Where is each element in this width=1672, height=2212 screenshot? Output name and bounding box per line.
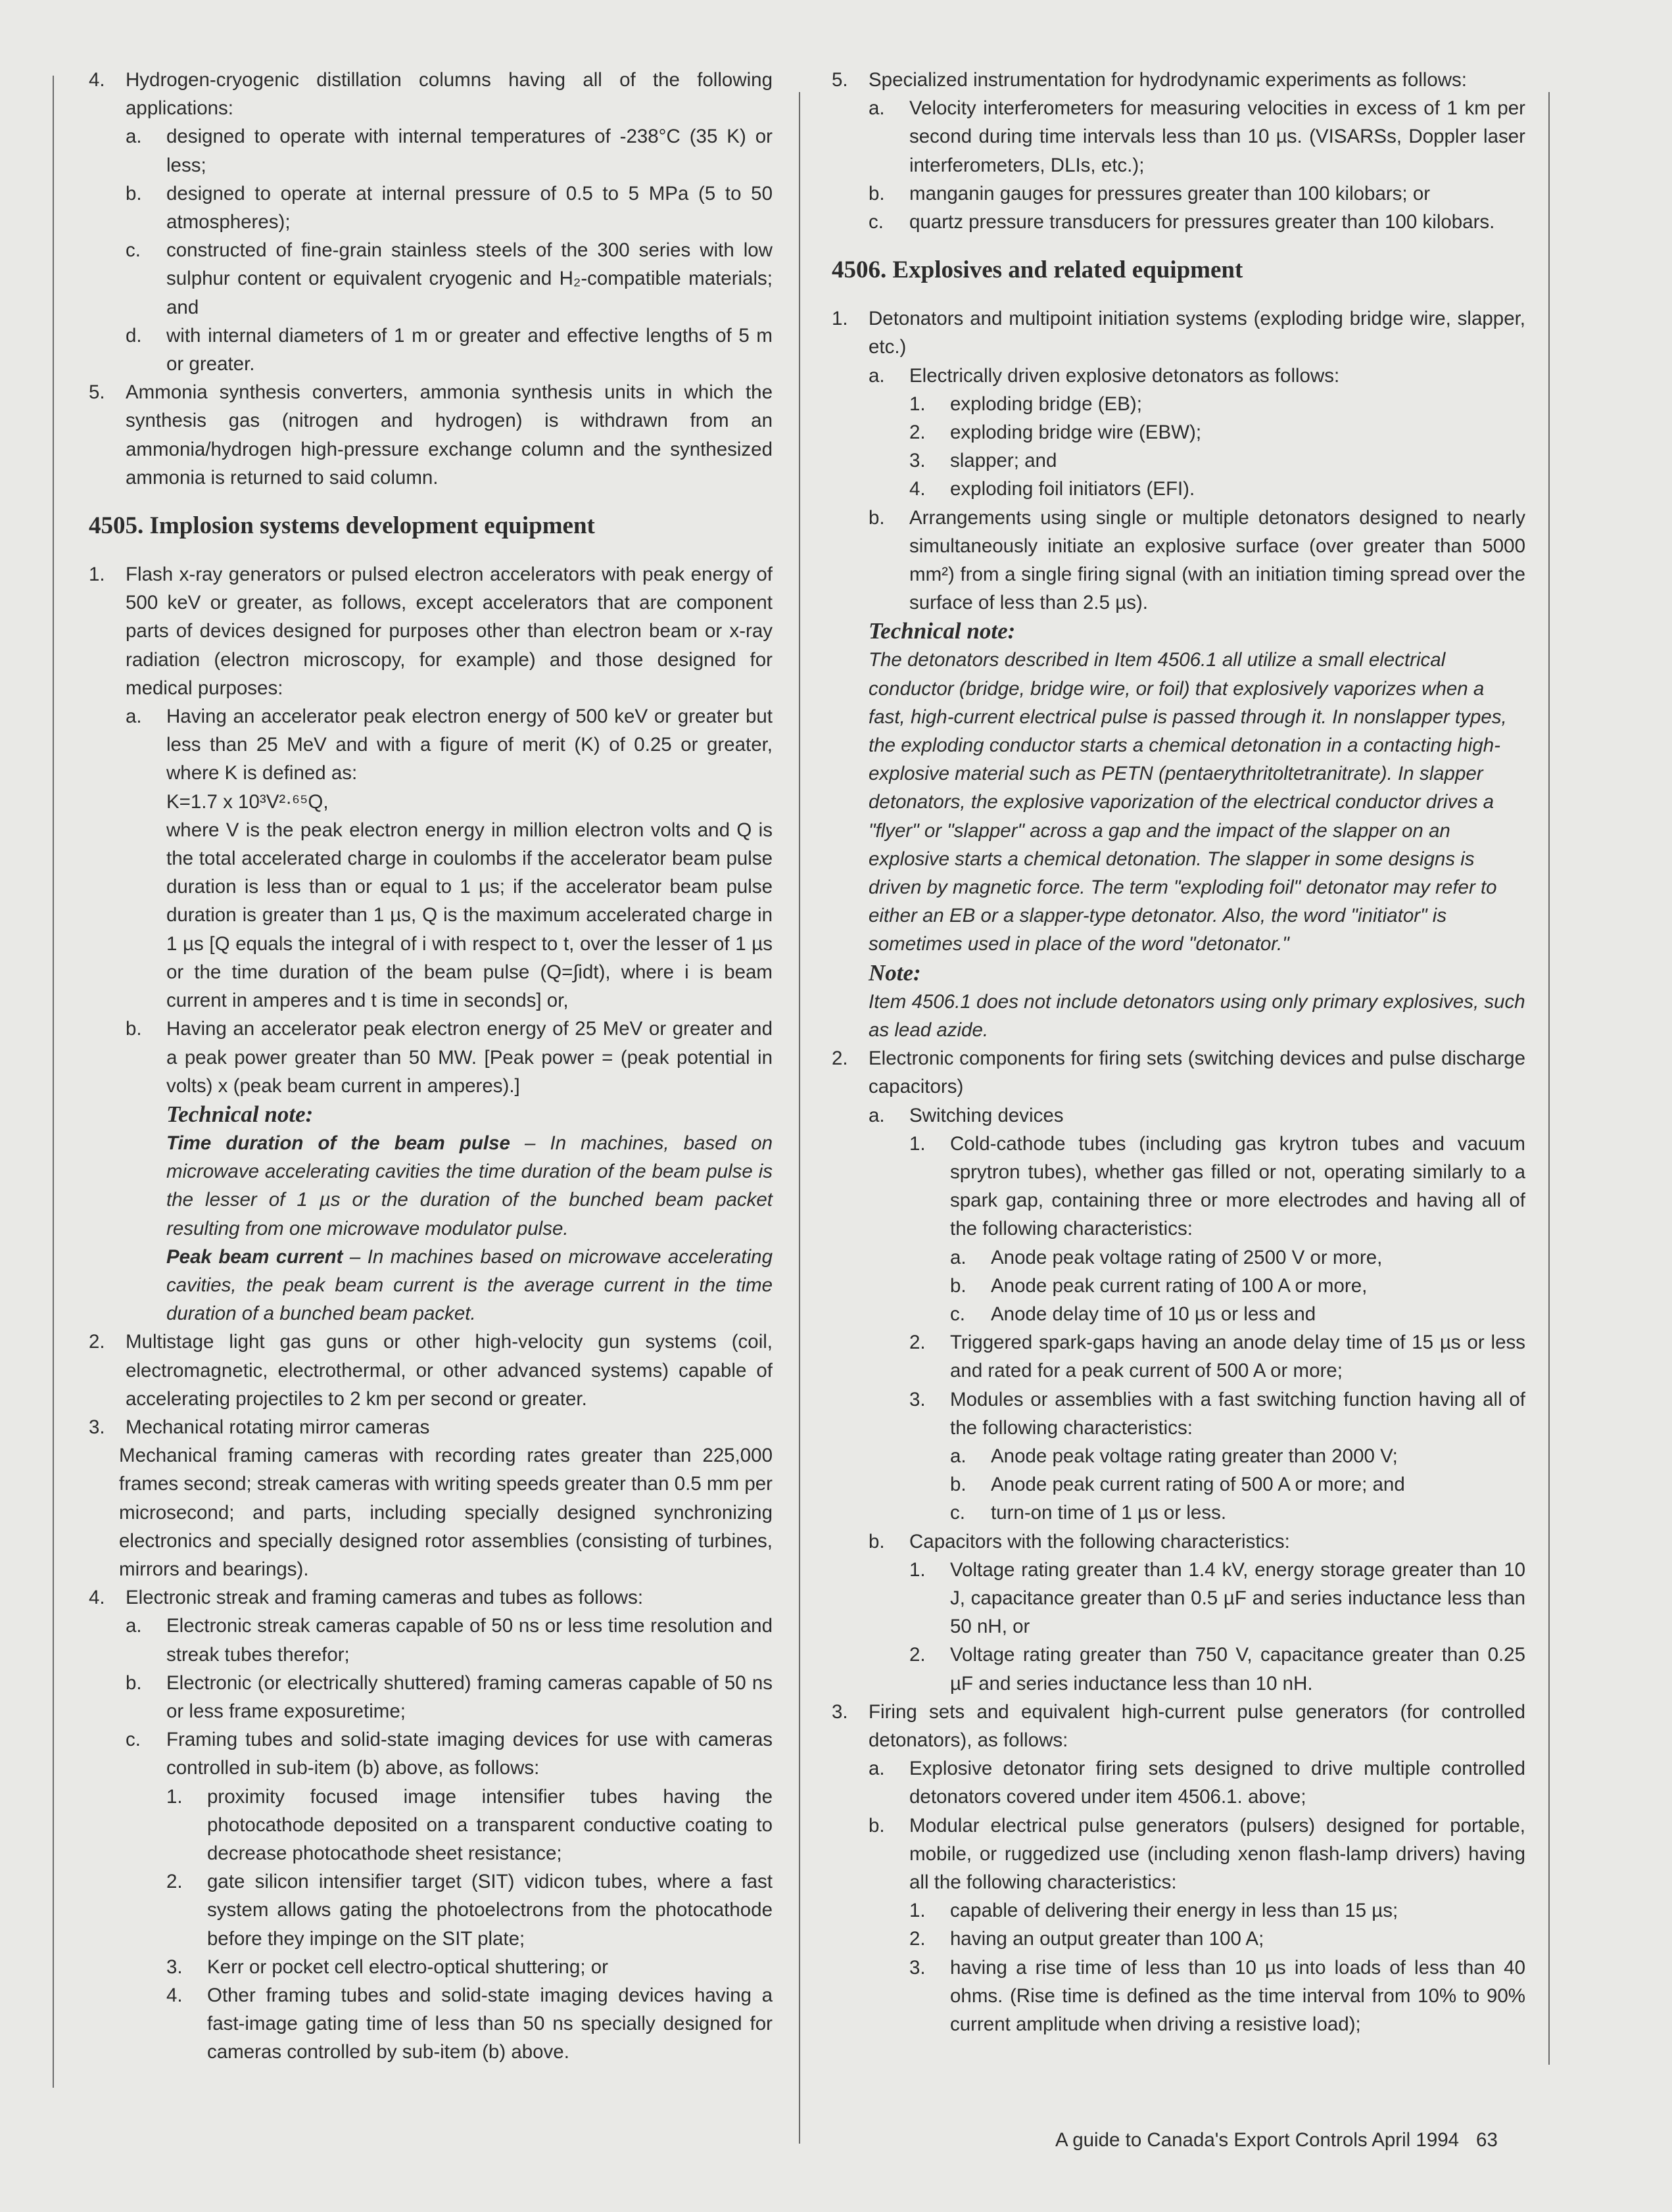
- list-item: [825, 66, 1525, 94]
- item-number: c.: [869, 211, 884, 233]
- item-number: b.: [126, 182, 142, 204]
- list-item: [909, 390, 1525, 418]
- paragraph: where V is the peak electron energy in million electron volts and Q is the total accelerated charge in coulombs if the accelerator beam pulse duration is less than or equal to 1 µs; if the accelerator beam pulse duration is greater than 1 µs, Q is the maximum accelerated charge in 1 µs [Q equals the integral of i with respect to t, over the lesser of 1 µs or the time duration of the beam pulse (Q=∫idt), where i is beam current in amperes and t is time in seconds] or,: [166, 819, 773, 1012]
- technical-note-paragraph: [166, 1129, 773, 1243]
- item-number: a.: [869, 1758, 885, 1780]
- item-number: a.: [126, 126, 142, 148]
- item-text: Specialized instrumentation for hydrodynamic experiments as follows:: [869, 69, 1468, 91]
- list-item: [869, 1101, 1525, 1130]
- item-number: 2.: [909, 1644, 926, 1666]
- item-text: constructed of fine-grain stainless steels of the 300 series with low sulphur content or equivalent cryogenic and H₂-compatible materials; and: [166, 239, 773, 318]
- item-number: b.: [126, 1671, 142, 1694]
- item-text: slapper; and: [950, 450, 1057, 472]
- list-item: [126, 1669, 773, 1725]
- list-item: [166, 1867, 773, 1953]
- item-number: a.: [869, 1104, 885, 1126]
- item-number: b.: [126, 1018, 142, 1040]
- page-number: 63: [1476, 2129, 1498, 2151]
- item-number: 3.: [909, 1956, 926, 1979]
- note-heading: Note:: [869, 959, 921, 986]
- item-number: d.: [126, 324, 142, 347]
- item-text: Having an accelerator peak electron energy of 500 keV or greater but less than 25 MeV and with a figure of merit (K) of 0.25 or greater, where K is defined as:: [166, 706, 773, 784]
- definition: – In machines, based on microwave accelerating cavities the time duration of the beam pulse is the lesser of 1 µs or the duration of the bunched beam packet resulting from one microwave modulator pulse.: [166, 1132, 773, 1239]
- item-number: 1.: [909, 1558, 926, 1581]
- left-margin-rule: [53, 76, 54, 2088]
- item-text: gate silicon intensifier target (SIT) vidicon tubes, where a fast system allows gating the photoelectrons from the photocathode before they impinge on the SIT plate;: [207, 1871, 773, 1950]
- item-text: Anode peak current rating of 100 A or more,: [991, 1274, 1368, 1297]
- item-text: Other framing tubes and solid-state imaging devices having a fast-image gating time of less than 50 ns specially designed for cameras controlled by sub-item (b) above.: [207, 1984, 773, 2063]
- list-item: [166, 1953, 773, 1981]
- item-number: 4.: [89, 1587, 105, 1609]
- item-number: b.: [869, 182, 885, 204]
- item-number: b.: [950, 1274, 967, 1297]
- item-number: 5.: [832, 69, 848, 91]
- list-item: [950, 1243, 1525, 1272]
- item-number: 1.: [909, 1132, 926, 1155]
- item-number: 2.: [832, 1047, 848, 1070]
- technical-note-heading: Technical note:: [869, 618, 1016, 644]
- list-item: [126, 122, 773, 179]
- list-item: [82, 1328, 773, 1413]
- item-number: 4.: [166, 1984, 183, 2006]
- list-item: [909, 1896, 1525, 1925]
- item-text: Anode peak current rating of 500 A or more; and: [991, 1474, 1405, 1496]
- list-item: [869, 362, 1525, 390]
- item-text: Flash x-ray generators or pulsed electron accelerators with peak energy of 500 keV or greater, as follows, except accelerators that are component parts of devices designed for purposes other than electron beam or x-ray radiation (electron microscopy, for example) and those designed for medical purposes:: [126, 564, 773, 699]
- item-text: Anode peak voltage rating of 2500 V or more,: [991, 1246, 1383, 1268]
- list-item: [869, 504, 1525, 617]
- list-item: [166, 1981, 773, 2067]
- item-text: Triggered spark-gaps having an anode delay time of 15 µs or less and rated for a peak current of 500 A or more;: [950, 1332, 1525, 1382]
- item-number: a.: [869, 364, 885, 387]
- item-text: Voltage rating greater than 1.4 kV, energy storage greater than 10 J, capacitance greater than 0.5 µF and series inductance less than 50 nH, or: [950, 1558, 1525, 1638]
- list-item: [950, 1499, 1525, 1527]
- item-number: 1.: [909, 393, 926, 415]
- term: Peak beam current: [166, 1245, 343, 1268]
- item-text: designed to operate with internal temperatures of -238°C (35 K) or less;: [166, 126, 773, 176]
- item-text: exploding bridge wire (EBW);: [950, 421, 1202, 444]
- item-text: Hydrogen-cryogenic distillation columns having all of the following applications:: [126, 69, 773, 120]
- footer-text: A guide to Canada's Export Controls April 1994: [1055, 2129, 1460, 2151]
- right-margin-rule: [1548, 92, 1550, 2065]
- item-number: 1.: [832, 308, 848, 330]
- list-item: [126, 180, 773, 236]
- list-item: [825, 1698, 1525, 1754]
- list-item: [909, 446, 1525, 475]
- item-number: 2.: [166, 1871, 183, 1893]
- right-column: [825, 66, 1525, 2038]
- item-number: a.: [950, 1445, 967, 1467]
- item-text: Ammonia synthesis converters, ammonia synthesis units in which the synthesis gas (nitrogen and hydrogen) is withdrawn from an ammonia/hydrogen high-pressure exchange column and the synthesized ammonia is returned to said column.: [126, 381, 773, 489]
- left-column: [82, 66, 773, 2067]
- item-number: 2.: [909, 1332, 926, 1354]
- item-number: c.: [126, 1729, 141, 1751]
- list-item: [909, 1954, 1525, 2039]
- list-item: [909, 1641, 1525, 1697]
- item-number: 3.: [89, 1416, 105, 1438]
- list-item: [909, 1130, 1525, 1243]
- list-item: [825, 304, 1525, 361]
- list-item: [909, 1385, 1525, 1442]
- item-text: Mechanical rotating mirror cameras: [126, 1416, 430, 1438]
- section-heading-4505: 4505. Implosion systems development equipment: [89, 512, 595, 540]
- item-number: a.: [126, 706, 142, 728]
- item-text: exploding bridge (EB);: [950, 393, 1142, 415]
- list-item: [869, 1812, 1525, 1897]
- item-number: b.: [950, 1474, 967, 1496]
- item-text: Framing tubes and solid-state imaging devices for use with cameras controlled in sub-item (b) above, as follows:: [166, 1729, 773, 1779]
- item-text: having a rise time of less than 10 µs into loads of less than 40 ohms. (Rise time is defined as the time interval from 10% to 90% current amplitude when driving a resistive load);: [950, 1956, 1525, 2035]
- item-number: 3.: [832, 1700, 848, 1723]
- item-number: a.: [950, 1246, 967, 1268]
- item-text: Detonators and multipoint initiation systems (exploding bridge wire, slapper, etc.): [869, 308, 1525, 358]
- item-text: Electronic components for firing sets (switching devices and pulse discharge capacitors): [869, 1047, 1525, 1098]
- note-paragraph: Item 4506.1 does not include detonators using only primary explosives, such as lead azide.: [869, 990, 1525, 1041]
- list-item: [126, 702, 773, 788]
- list-item: [869, 208, 1525, 236]
- list-item: [950, 1442, 1525, 1470]
- item-number: 2.: [909, 1928, 926, 1950]
- list-item: [126, 236, 773, 322]
- term: Time duration of the beam pulse: [166, 1132, 510, 1154]
- item-text: with internal diameters of 1 m or greater and effective lengths of 5 m or greater.: [166, 324, 773, 375]
- section-heading-4506: 4506. Explosives and related equipment: [832, 256, 1243, 284]
- item-number: b.: [869, 1530, 885, 1552]
- item-number: b.: [869, 1814, 885, 1837]
- item-text: designed to operate at internal pressure of 0.5 to 5 MPa (5 to 50 atmospheres);: [166, 182, 773, 233]
- item-text: Explosive detonator firing sets designed to drive multiple controlled detonators covered under item 4506.1. above;: [909, 1758, 1525, 1808]
- item-text: Switching devices: [909, 1104, 1064, 1126]
- list-item: [166, 1783, 773, 1868]
- item-text: Electronic streak and framing cameras and tubes as follows:: [126, 1587, 644, 1609]
- item-number: 2.: [909, 421, 926, 444]
- item-text: Electrically driven explosive detonators as follows:: [909, 364, 1340, 387]
- page-footer: [1055, 2129, 1529, 2152]
- list-item: [126, 1725, 773, 1782]
- list-item: [825, 1044, 1525, 1101]
- item-text: Anode peak voltage rating greater than 2000 V;: [991, 1445, 1398, 1467]
- list-item: [909, 1328, 1525, 1385]
- list-item: [82, 378, 773, 492]
- item-number: 5.: [89, 381, 105, 404]
- item-text: manganin gauges for pressures greater than 100 kilobars; or: [909, 182, 1431, 204]
- list-item: [909, 475, 1525, 503]
- list-item: [950, 1300, 1525, 1328]
- item-number: 3.: [166, 1956, 183, 1978]
- item-text: Electronic (or electrically shuttered) framing cameras capable of 50 ns or less frame exposuretime;: [166, 1671, 773, 1722]
- item-text: Voltage rating greater than 750 V, capacitance greater than 0.25 µF and series inductance less than 10 nH.: [950, 1644, 1525, 1695]
- item-text: Anode delay time of 10 µs or less and: [991, 1303, 1316, 1325]
- item-text: Velocity interferometers for measuring velocities in excess of 1 km per second during time intervals less than 10 µs. (VISARSs, Doppler laser interferometers, DLIs, etc.);: [909, 97, 1525, 176]
- list-item: [82, 560, 773, 702]
- item-text: Firing sets and equivalent high-current pulse generators (for controlled detonators), as follows:: [869, 1700, 1525, 1751]
- item-number: 1.: [909, 1900, 926, 1922]
- item-number: 1.: [89, 564, 105, 586]
- item-text: capable of delivering their energy in less than 15 µs;: [950, 1900, 1398, 1922]
- list-item: [950, 1470, 1525, 1499]
- list-item: [909, 1925, 1525, 1953]
- item-text: turn-on time of 1 µs or less.: [991, 1502, 1227, 1524]
- item-text: Cold-cathode tubes (including gas krytron tubes and vacuum sprytron tubes), whether gas filled or not, operating similarly to a spark gap, containing three or more electrodes and having all of the following characteristics:: [950, 1132, 1525, 1240]
- list-item: [909, 418, 1525, 446]
- list-item: [82, 66, 773, 122]
- item-number: b.: [869, 506, 885, 529]
- center-column-rule: [799, 92, 800, 2144]
- item-number: c.: [126, 239, 141, 262]
- item-number: 3.: [909, 450, 926, 472]
- item-text: Capacitors with the following characteristics:: [909, 1530, 1290, 1552]
- list-item: [82, 1413, 773, 1441]
- list-item: [869, 1754, 1525, 1811]
- item-text: proximity focused image intensifier tubes having the photocathode deposited on a transparent conductive coating to decrease photocathode sheet resistance;: [207, 1785, 773, 1864]
- list-item: [82, 1583, 773, 1612]
- item-text: Modules or assemblies with a fast switching function having all of the following characteristics:: [950, 1388, 1525, 1439]
- item-text: having an output greater than 100 A;: [950, 1928, 1264, 1950]
- definition: – In machines based on microwave accelerating cavities, the peak beam current is the average current in the time duration of a bunched beam packet.: [166, 1245, 773, 1325]
- list-item: [869, 180, 1525, 208]
- item-text: Kerr or pocket cell electro-optical shuttering; or: [207, 1956, 608, 1978]
- list-item: [869, 94, 1525, 180]
- item-text: quartz pressure transducers for pressures greater than 100 kilobars.: [909, 211, 1495, 233]
- item-number: a.: [126, 1615, 142, 1637]
- list-item: [126, 1015, 773, 1100]
- item-number: a.: [869, 97, 885, 120]
- item-text: Arrangements using single or multiple detonators designed to nearly simultaneously initiate an explosive surface (over greater than 5000 mm²) from a single firing signal (with an initiation timing spread over the surface of less than 2.5 µs).: [909, 506, 1525, 614]
- item-number: 4.: [909, 478, 926, 500]
- list-item: [126, 322, 773, 378]
- item-number: 1.: [166, 1785, 183, 1808]
- item-text: Electronic streak cameras capable of 50 ns or less time resolution and streak tubes therefor;: [166, 1615, 773, 1666]
- list-item: [909, 1556, 1525, 1641]
- item-text: Modular electrical pulse generators (pulsers) designed for portable, mobile, or ruggedized use (including xenon flash-lamp drivers) having all the following characteristics:: [909, 1814, 1525, 1893]
- item-number: 2.: [89, 1331, 105, 1353]
- item-text: Having an accelerator peak electron energy of 25 MeV or greater and a peak power greater than 50 MW. [Peak power = (peak potential in volts) x (peak beam current in amperes).]: [166, 1018, 773, 1097]
- list-item: [126, 1612, 773, 1668]
- technical-note-heading: Technical note:: [166, 1101, 314, 1127]
- item-text: exploding foil initiators (EFI).: [950, 478, 1195, 500]
- item-number: 3.: [909, 1388, 926, 1410]
- technical-note-paragraph: [166, 1243, 773, 1328]
- list-item: [950, 1272, 1525, 1300]
- paragraph: Mechanical framing cameras with recording rates greater than 225,000 frames second; streak cameras with writing speeds greater than 0.5 mm per microsecond; and parts, including specially designed synchronizing electronics and specially designed rotor assemblies (consisting of turbines, mirrors and bearings).: [119, 1445, 773, 1580]
- item-text: Multistage light gas guns or other high-velocity gun systems (coil, electromagnetic, electrothermal, or other advanced systems) capable of accelerating projectiles to 2 km per second or greater.: [126, 1331, 773, 1410]
- item-number: c.: [950, 1502, 965, 1524]
- item-number: c.: [950, 1303, 965, 1325]
- technical-note-paragraph: The detonators described in Item 4506.1 all utilize a small electrical conductor (bridge, bridge wire, or foil) that explosively vaporizes when a fast, high-current electrical pulse is passed through it. In nonslapper types, the exploding conductor starts a chemical detonation in a contacting high-explosive material such as PETN (pentaerythritoltetranitrate). In slapper detonators, the explosive vaporization of the electrical conductor drives a "flyer" or "slapper" across a gap and the impact of the slapper on an explosive starts a chemical detonation. The slapper in some designs is driven by magnetic force. The term "exploding foil" detonator may refer to either an EB or a slapper-type detonator. Also, the word "initiator" is sometimes used in place of the word "detonator.": [869, 649, 1507, 955]
- item-number: 4.: [89, 69, 105, 91]
- formula: K=1.7 x 10³V²·⁶⁵Q,: [166, 790, 329, 813]
- list-item: [869, 1527, 1525, 1556]
